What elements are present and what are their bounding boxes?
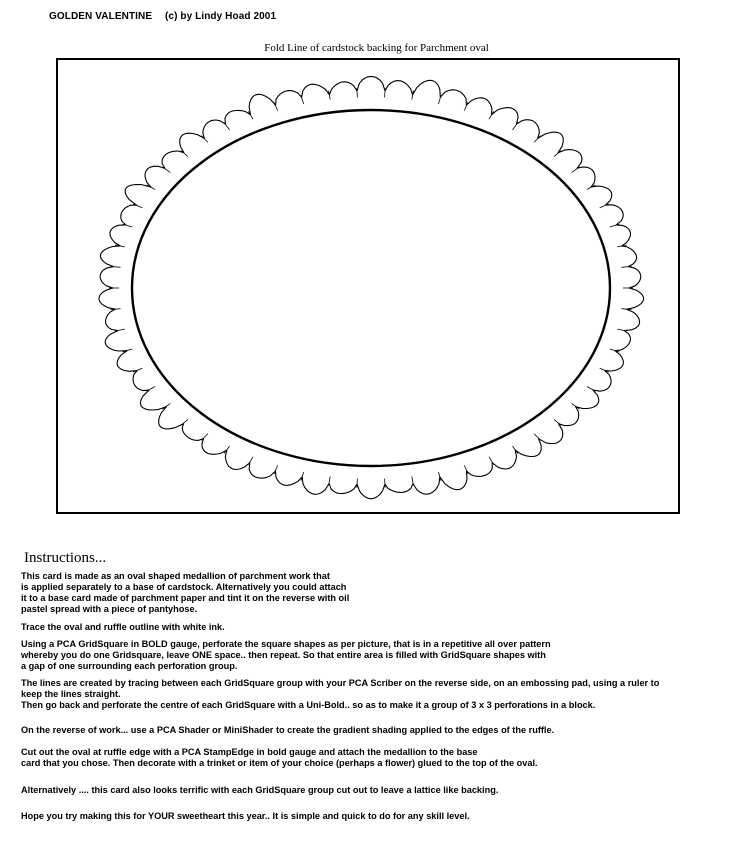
- instruction-paragraph: [21, 747, 538, 769]
- instructions-heading: Instructions...: [24, 550, 107, 566]
- ruffle-fold-line: [572, 167, 580, 172]
- instruction-paragraph: [21, 571, 349, 615]
- ruffle-fold-line: [600, 368, 609, 372]
- instruction-paragraph: [21, 811, 470, 822]
- instruction-line: whereby you do one Gridsquare, leave ONE space.. then repeat. So that entire area is filled with GridSquare shapes with: [21, 650, 546, 660]
- ruffle-fold-line: [162, 404, 170, 409]
- instruction-line: Alternatively .... this card also looks terrific with each GridSquare group cut out to leave a lattice like backing.: [21, 785, 499, 795]
- ruffle-fold-line: [534, 434, 541, 441]
- instruction-line: The lines are created by tracing between each GridSquare group with your PCA Scriber on the reverse side, on an embossing pad, using a ruler to: [21, 678, 660, 688]
- ruffle-fold-line: [248, 457, 253, 465]
- ruffle-fold-line: [534, 136, 541, 143]
- ruffle-fold-line: [587, 387, 596, 392]
- ruffle-fold-line: [181, 419, 188, 425]
- ruffle-fold-line: [181, 151, 188, 157]
- instruction-line: This card is made as an oval shaped medallion of parchment work that: [21, 571, 330, 581]
- ruffle-fold-line: [133, 204, 142, 208]
- inner-oval: [132, 110, 610, 466]
- instruction-line: On the reverse of work... use a PCA Shader or MiniShader to create the gradient shading applied to the edges of the ruffle.: [21, 725, 555, 735]
- ruffle-fold-line: [133, 368, 142, 372]
- instruction-line: Trace the oval and ruffle outline with white ink.: [21, 622, 225, 632]
- instruction-line: keep the lines straight.: [21, 689, 121, 699]
- instruction-paragraph: [21, 725, 554, 736]
- ruffle-fold-line: [201, 434, 208, 441]
- instruction-paragraph: [21, 622, 225, 633]
- ruffle-fold-line: [489, 457, 494, 465]
- instruction-line: a gap of one surrounding each perforation group.: [21, 661, 238, 671]
- instruction-line: pastel spread with a piece of pantyhose.: [21, 604, 198, 614]
- ruffle-fold-line: [587, 185, 596, 190]
- instruction-line: Then go back and perforate the centre of each GridSquare with a Uni-Bold.. so as to make it a group of 3 x 3 perforations in a block.: [21, 700, 596, 710]
- instruction-line: it to a base card made of parchment paper and tint it on the reverse with oil: [21, 593, 350, 603]
- document-header: [49, 11, 276, 22]
- ruffle-fold-line: [600, 204, 609, 208]
- ruffle-fold-line: [554, 419, 561, 425]
- ruffle-fold-line: [554, 151, 561, 157]
- instruction-line: is applied separately to a base of cardstock. Alternatively you could attach: [21, 582, 347, 592]
- ruffle-fold-line: [162, 167, 170, 172]
- ruffle-fold-line: [147, 387, 156, 392]
- ruffle-fold-line: [201, 136, 208, 143]
- instruction-line: Using a PCA GridSquare in BOLD gauge, perforate the square shapes as per picture, that is in a repetitive all over pattern: [21, 639, 551, 649]
- ruffle-fold-lines: [109, 88, 633, 487]
- instruction-line: Cut out the oval at ruffle edge with a PCA StampEdge in bold gauge and attach the medallion to the base: [21, 747, 478, 757]
- copyright-notice: (c) by Lindy Hoad 2001: [164, 11, 277, 22]
- fold-line-caption: Fold Line of cardstock backing for Parchment oval: [264, 42, 489, 54]
- ruffle-fold-line: [224, 123, 230, 130]
- ruffle-fold-line: [512, 123, 518, 130]
- instruction-line: Hope you try making this for YOUR sweetheart this year.. It is simple and quick to do for any skill level.: [21, 811, 470, 821]
- ruffle-fold-line: [147, 185, 156, 190]
- ruffle-fold-line: [123, 224, 133, 227]
- oval-pattern-drawing: [58, 60, 678, 512]
- ruffle-fold-line: [572, 404, 580, 409]
- instruction-paragraph: [21, 678, 659, 711]
- instruction-line: card that you chose. Then decorate with a trinket or item of your choice (perhaps a flower) glued to the top of the oval.: [21, 758, 538, 768]
- instruction-paragraph: [21, 785, 498, 796]
- ruffle-outline: [99, 76, 644, 498]
- document-title: GOLDEN VALENTINE: [49, 11, 153, 22]
- pattern-frame: [56, 58, 680, 514]
- instruction-paragraph: [21, 639, 551, 672]
